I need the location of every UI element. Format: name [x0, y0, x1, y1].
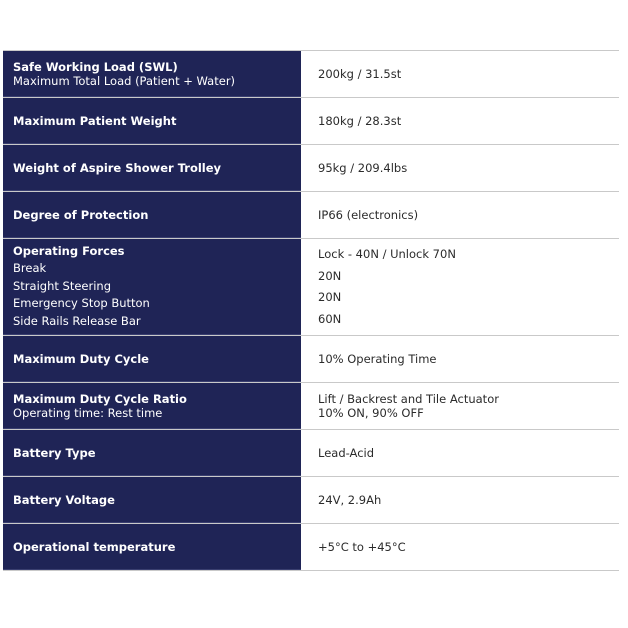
spec-label-cell — [3, 98, 301, 144]
spec-label: Battery Type — [13, 445, 96, 460]
spec-label: Battery Voltage — [13, 492, 115, 507]
spec-value-cell — [301, 430, 619, 476]
spec-label-cell — [3, 524, 301, 570]
spec-label: Maximum Duty Cycle — [13, 351, 149, 366]
spec-row-temperature — [3, 524, 619, 571]
spec-value-cell — [301, 336, 619, 382]
spec-row-patient-weight — [3, 98, 619, 145]
spec-value-cell — [301, 192, 619, 238]
spec-label-cell — [3, 192, 301, 238]
spec-table — [3, 50, 619, 571]
spec-row-operating-forces — [3, 239, 619, 336]
spec-label: Operating Forces — [13, 243, 125, 258]
spec-value-cell — [301, 477, 619, 523]
spec-label-cell — [3, 430, 301, 476]
spec-value: 95kg / 209.4lbs — [318, 161, 408, 175]
spec-value: 10% Operating Time — [318, 352, 437, 366]
spec-value: 24V, 2.9Ah — [318, 493, 382, 507]
spec-label-cell — [3, 239, 301, 335]
spec-row-duty-cycle — [3, 336, 619, 383]
spec-value-cell — [301, 239, 619, 335]
spec-row-swl — [3, 50, 619, 98]
spec-row-duty-cycle-ratio — [3, 383, 619, 430]
spec-value: Lead-Acid — [318, 446, 375, 460]
spec-sublabel: Side Rails Release Bar — [13, 313, 141, 328]
spec-sublabel: Operating time: Rest time — [13, 405, 163, 420]
spec-sublabel: Maximum Total Load (Patient + Water) — [13, 73, 236, 88]
spec-label-cell — [3, 336, 301, 382]
spec-value: +5°C to +45°C — [318, 540, 406, 554]
spec-value: 180kg / 28.3st — [318, 114, 402, 128]
spec-label: Maximum Patient Weight — [13, 113, 177, 128]
spec-label: Maximum Duty Cycle Ratio — [13, 391, 187, 406]
spec-row-protection — [3, 192, 619, 239]
spec-value: 20N — [318, 290, 342, 304]
spec-sublabel: Straight Steering — [13, 278, 112, 293]
spec-label: Degree of Protection — [13, 207, 149, 222]
spec-label-cell — [3, 51, 301, 97]
spec-value-cell — [301, 145, 619, 191]
spec-value: 10% ON, 90% OFF — [318, 406, 424, 420]
spec-value-cell — [301, 98, 619, 144]
spec-value-cell — [301, 383, 619, 429]
spec-value: IP66 (electronics) — [318, 208, 419, 222]
spec-value-cell — [301, 51, 619, 97]
spec-value: Lock - 40N / Unlock 70N — [318, 247, 456, 261]
spec-label: Weight of Aspire Shower Trolley — [13, 160, 222, 175]
spec-label-cell — [3, 383, 301, 429]
spec-label: Operational temperature — [13, 539, 176, 554]
spec-label-cell — [3, 145, 301, 191]
spec-row-battery-voltage — [3, 477, 619, 524]
spec-value-cell — [301, 524, 619, 570]
spec-value: Lift / Backrest and Tile Actuator — [318, 392, 499, 406]
spec-label-cell — [3, 477, 301, 523]
spec-row-battery-type — [3, 430, 619, 477]
spec-value: 60N — [318, 311, 342, 326]
spec-value: 20N — [318, 268, 342, 283]
spec-row-trolley-weight — [3, 145, 619, 192]
spec-sublabel: Break — [13, 261, 47, 276]
spec-sublabel: Emergency Stop Button — [13, 296, 150, 311]
spec-value: 200kg / 31.5st — [318, 67, 402, 81]
spec-label: Safe Working Load (SWL) — [13, 59, 178, 74]
